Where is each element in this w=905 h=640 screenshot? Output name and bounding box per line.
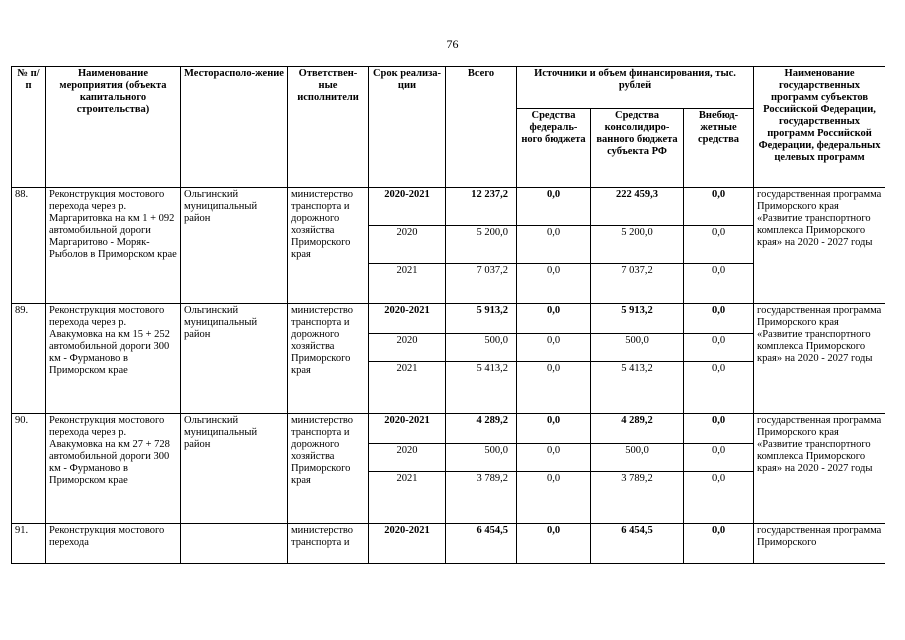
extra-cell: 0,0 [684,524,754,564]
extra-cell: 0,0 [684,472,754,524]
header-name: Наименование мероприятия (объекта капитального строительства) [46,67,181,188]
consolidated-cell: 222 459,3 [591,188,684,226]
header-programs: Наименование государственных программ субъектов Российской Федерации, государственных программ Российской Федерации, федеральных целевых программ [754,67,885,188]
period-cell: 2020-2021 [369,414,446,444]
total-cell: 5 200,0 [446,226,517,264]
row-num: 88. [12,188,46,304]
header-location: Месторасполо-жение [181,67,288,188]
federal-cell: 0,0 [517,334,591,362]
consolidated-cell: 6 454,5 [591,524,684,564]
row-program: государственная программа Приморского [754,524,885,564]
federal-cell: 0,0 [517,188,591,226]
financing-table [11,66,885,564]
header-extrabudget: Внебюд-жетные средства [684,108,754,187]
period-cell: 2020 [369,334,446,362]
header-responsible: Ответствен-ные исполнители [288,67,369,188]
total-cell: 5 413,2 [446,362,517,414]
extra-cell: 0,0 [684,304,754,334]
total-cell: 500,0 [446,334,517,362]
total-cell: 6 454,5 [446,524,517,564]
federal-cell: 0,0 [517,264,591,304]
period-cell: 2021 [369,472,446,524]
table-row [12,414,886,444]
header-num: № п/п [12,67,46,188]
period-cell: 2020-2021 [369,188,446,226]
row-responsible: министерство транспорта и [288,524,369,564]
federal-cell: 0,0 [517,362,591,414]
period-cell: 2020 [369,444,446,472]
row-name: Реконструкция мостового перехода через р. Авакумовка на км 27 + 728 автомобильной дороги 300 км - Фурманово в Приморском крае [46,414,181,524]
extra-cell: 0,0 [684,264,754,304]
table-row [12,188,886,226]
period-cell: 2020-2021 [369,304,446,334]
header-federal: Средства федераль-ного бюджета [517,108,591,187]
federal-cell: 0,0 [517,524,591,564]
row-location [181,524,288,564]
consolidated-cell: 5 913,2 [591,304,684,334]
row-num: 91. [12,524,46,564]
page-number: 76 [446,37,459,51]
row-location: Ольгинский муниципальный район [181,414,288,524]
period-cell: 2021 [369,264,446,304]
consolidated-cell: 5 413,2 [591,362,684,414]
consolidated-cell: 3 789,2 [591,472,684,524]
row-name: Реконструкция мостового перехода [46,524,181,564]
header-sources: Источники и объем финансирования, тыс. рублей [517,67,754,109]
extra-cell: 0,0 [684,226,754,264]
row-responsible: министерство транспорта и дорожного хозяйства Приморского края [288,304,369,414]
total-cell: 500,0 [446,444,517,472]
row-responsible: министерство транспорта и дорожного хозяйства Приморского края [288,414,369,524]
row-num: 90. [12,414,46,524]
federal-cell: 0,0 [517,304,591,334]
federal-cell: 0,0 [517,444,591,472]
row-program: государственная программа Приморского края «Развитие транспортного комплекса Приморского края» на 2020 - 2027 годы [754,304,885,414]
header-row-top [12,67,886,109]
total-cell: 5 913,2 [446,304,517,334]
table-row [12,304,886,334]
total-cell: 3 789,2 [446,472,517,524]
period-cell: 2020 [369,226,446,264]
period-cell: 2021 [369,362,446,414]
row-name: Реконструкция мостового перехода через р. Авакумовка на км 15 + 252 автомобильной дороги 300 км - Фурманово в Приморском крае [46,304,181,414]
row-name: Реконструкция мостового перехода через р. Маргаритовка на км 1 + 092 автомобильной дороги Маргаритово - Моряк-Рыболов в Приморском крае [46,188,181,304]
header-total: Всего [446,67,517,188]
extra-cell: 0,0 [684,444,754,472]
period-cell: 2020-2021 [369,524,446,564]
consolidated-cell: 7 037,2 [591,264,684,304]
row-location: Ольгинский муниципальный район [181,188,288,304]
consolidated-cell: 500,0 [591,334,684,362]
row-program: государственная программа Приморского края «Развитие транспортного комплекса Приморского края» на 2020 - 2027 годы [754,188,885,304]
row-program: государственная программа Приморского края «Развитие транспортного комплекса Приморского края» на 2020 - 2027 годы [754,414,885,524]
row-num: 89. [12,304,46,414]
extra-cell: 0,0 [684,414,754,444]
row-location: Ольгинский муниципальный район [181,304,288,414]
federal-cell: 0,0 [517,472,591,524]
financing-table-container [11,66,885,640]
extra-cell: 0,0 [684,362,754,414]
header-period: Срок реализа-ции [369,67,446,188]
row-responsible: министерство транспорта и дорожного хозяйства Приморского края [288,188,369,304]
consolidated-cell: 4 289,2 [591,414,684,444]
total-cell: 12 237,2 [446,188,517,226]
header-consolidated: Средства консолидиро-ванного бюджета субъекта РФ [591,108,684,187]
table-row [12,524,886,564]
federal-cell: 0,0 [517,414,591,444]
total-cell: 4 289,2 [446,414,517,444]
consolidated-cell: 500,0 [591,444,684,472]
federal-cell: 0,0 [517,226,591,264]
consolidated-cell: 5 200,0 [591,226,684,264]
extra-cell: 0,0 [684,334,754,362]
extra-cell: 0,0 [684,188,754,226]
total-cell: 7 037,2 [446,264,517,304]
